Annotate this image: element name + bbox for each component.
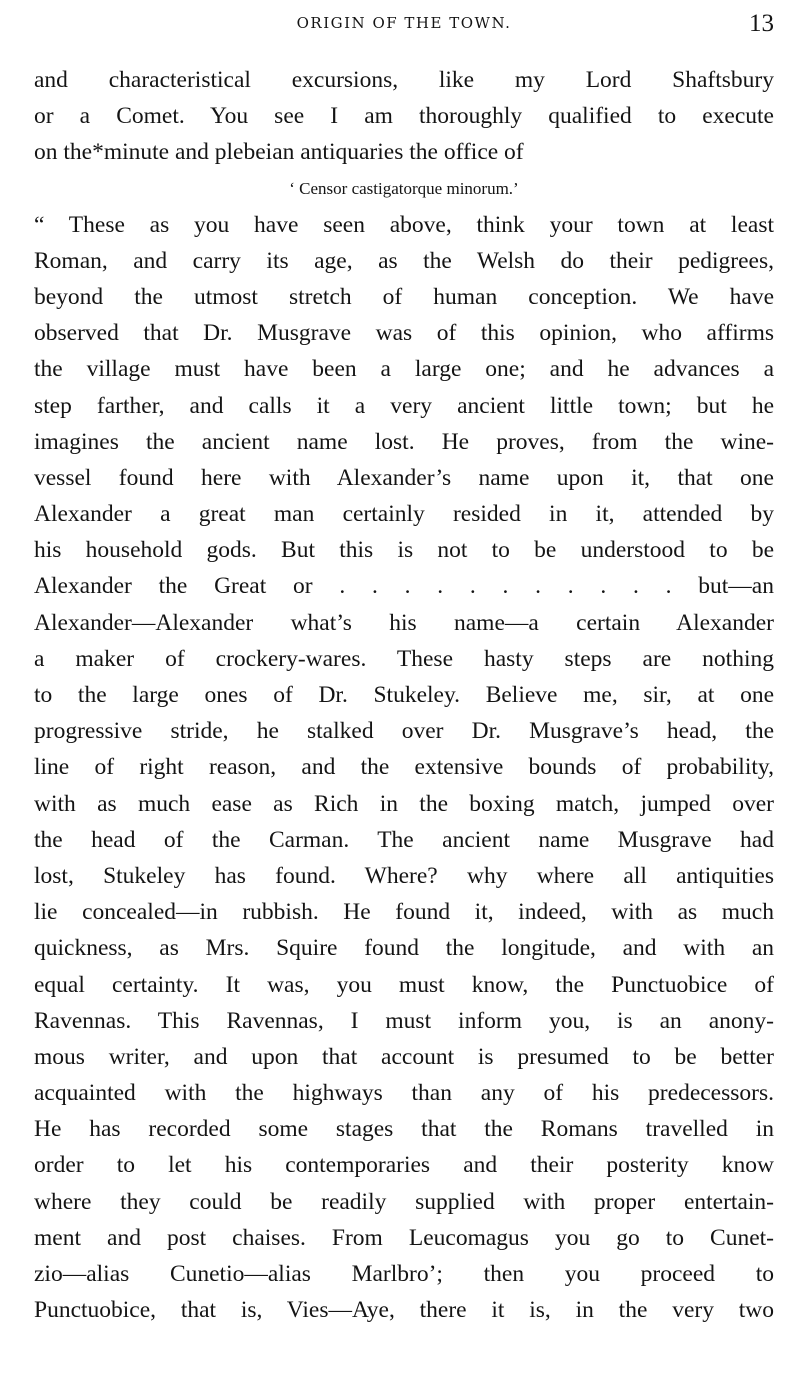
page-number: 13 [749,10,774,37]
text-line: Ravennas. This Ravennas, I must inform you, is an anony- [34,1007,774,1034]
text-line: line of right reason, and the extensive bounds of probability, [34,754,774,781]
text-line: lie concealed—in rubbish. He found it, indeed, with as much [34,899,774,926]
text-line: progressive stride, he stalked over Dr. Musgrave’s head, the [34,718,774,745]
text-line: a maker of crockery-wares. These hasty steps are nothing [34,645,774,672]
text-line: He has recorded some stages that the Romans travelled in [34,1116,774,1143]
text-line: ment and post chaises. From Leucomagus you go to Cunet- [34,1224,774,1251]
text-line: observed that Dr. Musgrave was of this opinion, who affirms [34,320,774,347]
text-line: Alexander a great man certainly resided in it, attended by [34,501,774,528]
body-text [34,62,774,1328]
text-line: Alexander the Great or . . . . . . . . . . . but—an [34,573,774,600]
text-line: Alexander—Alexander what’s his name—a certain Alexander [34,609,774,636]
text-line: Roman, and carry its age, as the Welsh do their pedigrees, [34,247,774,274]
text-line: beyond the utmost stretch of human conception. We have [34,283,774,310]
text-line: to the large ones of Dr. Stukeley. Believe me, sir, at one [34,682,774,708]
text-line: with as much ease as Rich in the boxing match, jumped over [34,790,774,817]
text-line: and characteristical excursions, like my Lord Shaftsbury [34,67,774,93]
page-header [34,10,774,40]
text-line: order to let his contemporaries and their posterity know [34,1152,774,1179]
text-line: zio—alias Cunetio—alias Marlbro’; then you proceed to [34,1261,774,1287]
running-title: ORIGIN OF THE TOWN. [296,14,512,32]
text-line: Punctuobice, that is, Vies—Aye, there it is, in the very two [34,1297,774,1324]
text-line: equal certainty. It was, you must know, the Punctuobice of [34,971,774,998]
latin-quotation: ‘ Censor castigatorque minorum.’ [289,178,519,198]
text-line: quickness, as Mrs. Squire found the longitude, and with an [34,935,774,962]
text-line: step farther, and calls it a very ancient little town; but he [34,392,774,419]
text-line: “ These as you have seen above, think your town at least [34,211,774,238]
text-line: acquainted with the highways than any of his predecessors. [34,1080,774,1107]
text-line: his household gods. But this is not to be understood to be [34,537,774,564]
text-line: the village must have been a large one; and he advances a [34,356,774,383]
text-line: mous writer, and upon that account is presumed to be better [34,1043,774,1070]
text-line: on the*minute and plebeian antiquaries the office of [34,139,524,166]
text-line: imagines the ancient name lost. He proves, from the wine- [34,428,774,455]
text-line: vessel found here with Alexander’s name upon it, that one [34,464,774,491]
text-line: the head of the Carman. The ancient name Musgrave had [34,826,774,853]
text-line: where they could be readily supplied with proper entertain- [34,1188,774,1215]
text-line: or a Comet. You see I am thoroughly qualified to execute [34,103,774,130]
text-line: lost, Stukeley has found. Where? why where all antiquities [34,862,774,889]
